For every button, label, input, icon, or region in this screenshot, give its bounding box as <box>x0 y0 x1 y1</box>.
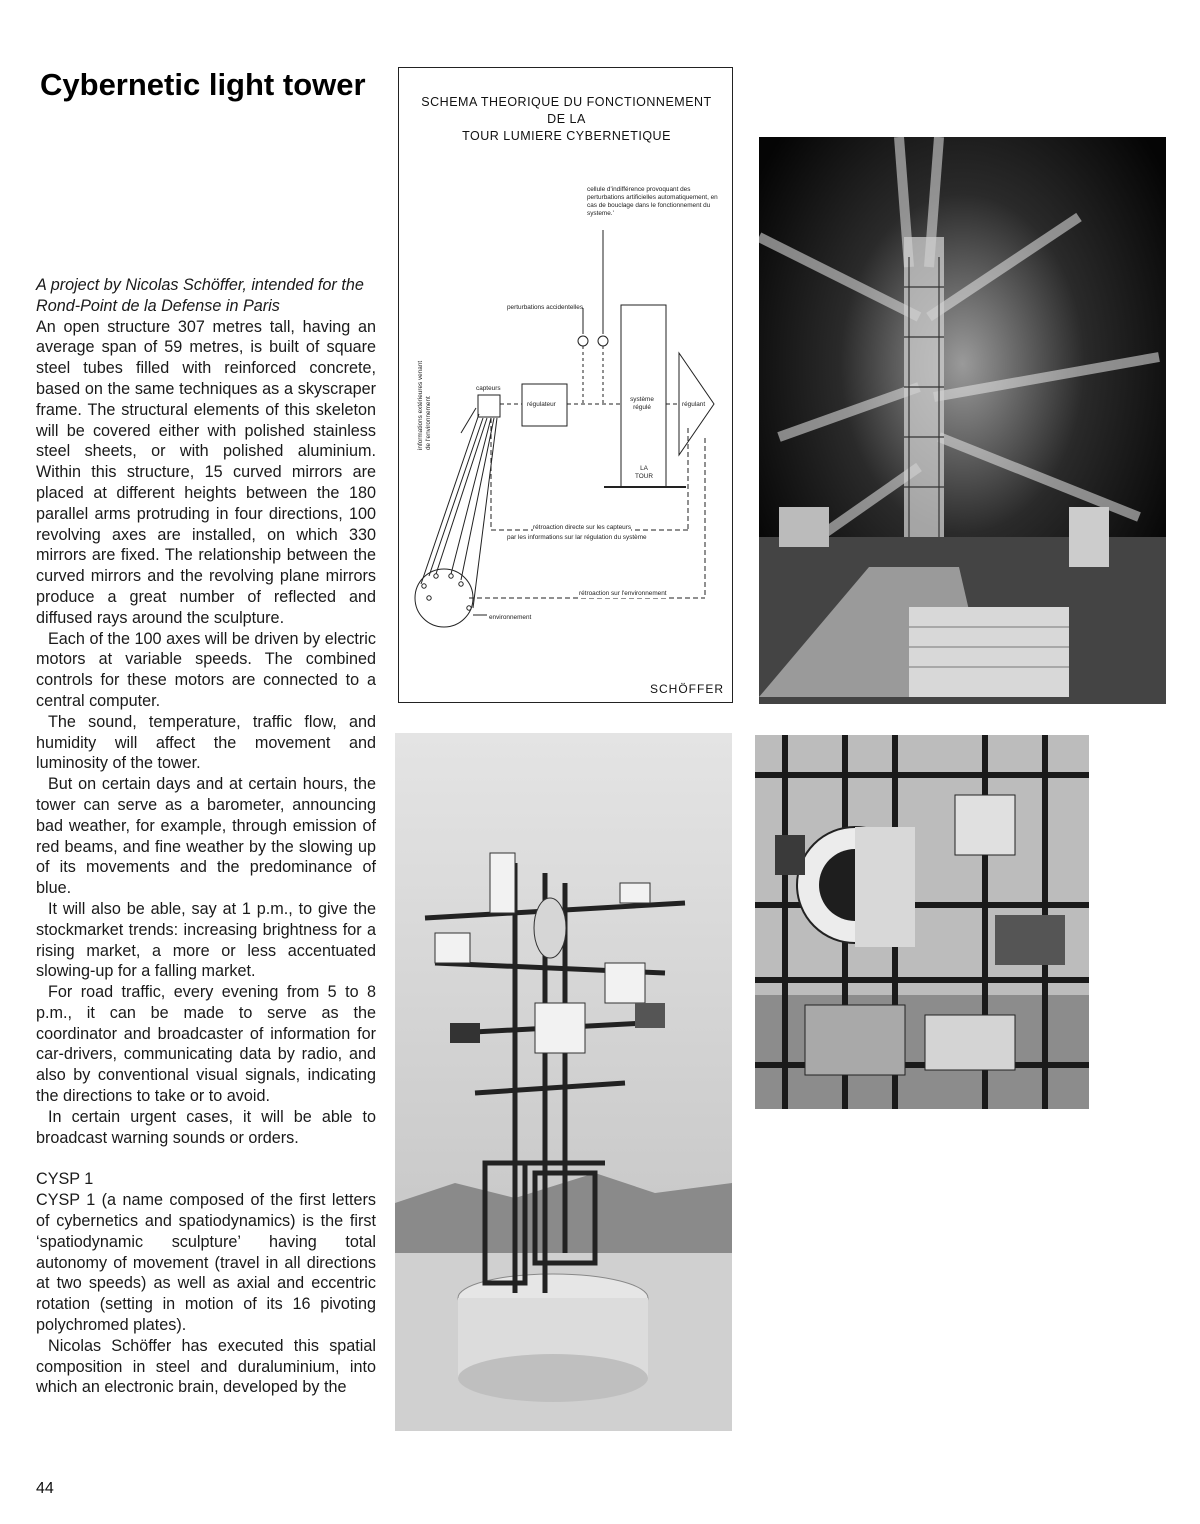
section-heading: CYSP 1 <box>36 1170 94 1189</box>
cysp-sculpture-photo <box>395 733 732 1431</box>
retro-capteurs-label: rétroaction directe sur les capteurs <box>533 524 632 531</box>
retro-capteurs-label-2: par les informations sur lar régulation du système <box>507 534 647 541</box>
systeme-label: système régulé <box>627 396 657 412</box>
body-paragraph: The sound, temperature, traffic flow, and humidity will affect the movement and luminosity of the tower. <box>36 712 376 773</box>
capteurs-label: capteurs <box>476 385 501 392</box>
body-paragraph: Nicolas Schöffer has executed this spatial composition in steel and duraluminium, into which an electronic brain, developed by the <box>36 1336 376 1397</box>
diagram-title-line: TOUR LUMIERE CYBERNETIQUE <box>462 129 671 143</box>
night-tower-photo <box>759 137 1166 704</box>
schema-diagram <box>398 67 733 703</box>
article-body <box>36 275 376 1398</box>
body-paragraph: CYSP 1 (a name composed of the first letters of cybernetics and spatiodynamics) is the first ‘spatiodynamic sculpture’ having total autonomy of movement (travel in all directions at two speeds) as well as axial and eccentric rotation (setting in motion of its 16 pivoting polychromed plates). <box>36 1191 376 1335</box>
cellule-label: cellule d'indifférence provoquant des perturbations artificielles automatiquement, en cas de bouclage dans le fonctionnement du systeme.' <box>587 186 718 217</box>
page-number: 44 <box>36 1480 54 1497</box>
regulant-label: régulant <box>682 401 706 408</box>
la-tour-label: LA TOUR <box>635 465 653 480</box>
sculpture-detail-photo <box>755 735 1089 1109</box>
schema-lines <box>399 68 734 704</box>
environnement-circle <box>415 569 473 627</box>
diagram-title-line: DE LA <box>547 112 586 126</box>
informations-label: informations extérieures venant de l'environnement <box>417 360 432 450</box>
article-lead: A project by Nicolas Schöffer, intended for the Rond-Point de la Defense in Paris <box>36 276 364 315</box>
diagram-signature: SCHÖFFER <box>650 682 724 696</box>
body-paragraph: For road traffic, every evening from 5 to 8 p.m., it can be made to serve as the coordinator and broadcaster of information for car-drivers, communicating data by radio, and also by conventional visual signals, indicating the directions to take or to avoid. <box>36 983 376 1106</box>
body-paragraph: In certain urgent cases, it will be able to broadcast warning sounds or orders. <box>36 1107 376 1147</box>
body-paragraph: But on certain days and at certain hours, the tower can serve as a barometer, announcing bad weather, for example, through emission of red beams, and fine weather by the slowing up of its movements and the predominance of blue. <box>36 775 376 898</box>
environnement-label: environnement <box>489 614 532 621</box>
perturbations-label: perturbations accidentelles <box>507 304 584 311</box>
regulateur-label: régulateur <box>527 401 556 408</box>
retro-environnement-label: rétroaction sur l'environnement <box>579 590 667 597</box>
capteurs-box <box>478 395 500 417</box>
body-paragraph: It will also be able, say at 1 p.m., to give the stockmarket trends: increasing brightness for a rising market, a more or less accentuated slowing-up for a falling market. <box>36 899 376 981</box>
diagram-title-line: SCHEMA THEORIQUE DU FONCTIONNEMENT <box>421 95 712 109</box>
body-paragraph: Each of the 100 axes will be driven by electric motors at variable speeds. The combined controls for these motors are connected to a central computer. <box>36 629 376 710</box>
body-paragraph: An open structure 307 metres tall, having an average span of 59 metres, is built of square steel tubes filled with reinforced concrete, based on the same techniques as a skyscraper frame. The structural elements of this skeleton will be covered either with polished stainless steel sheets, or with polished aluminium. Within this structure, 15 curved mirrors are placed at different heights between the 180 parallel arms protruding in four directions, 100 revolving axes are installed, on which 330 mirrors are fixed. The relationship between the curved mirrors and the revolving plane mirrors produce a great number of reflected and diffused rays around the sculpture. <box>36 317 376 627</box>
diagram-title <box>399 94 734 145</box>
article-title: Cybernetic light tower <box>40 67 366 102</box>
